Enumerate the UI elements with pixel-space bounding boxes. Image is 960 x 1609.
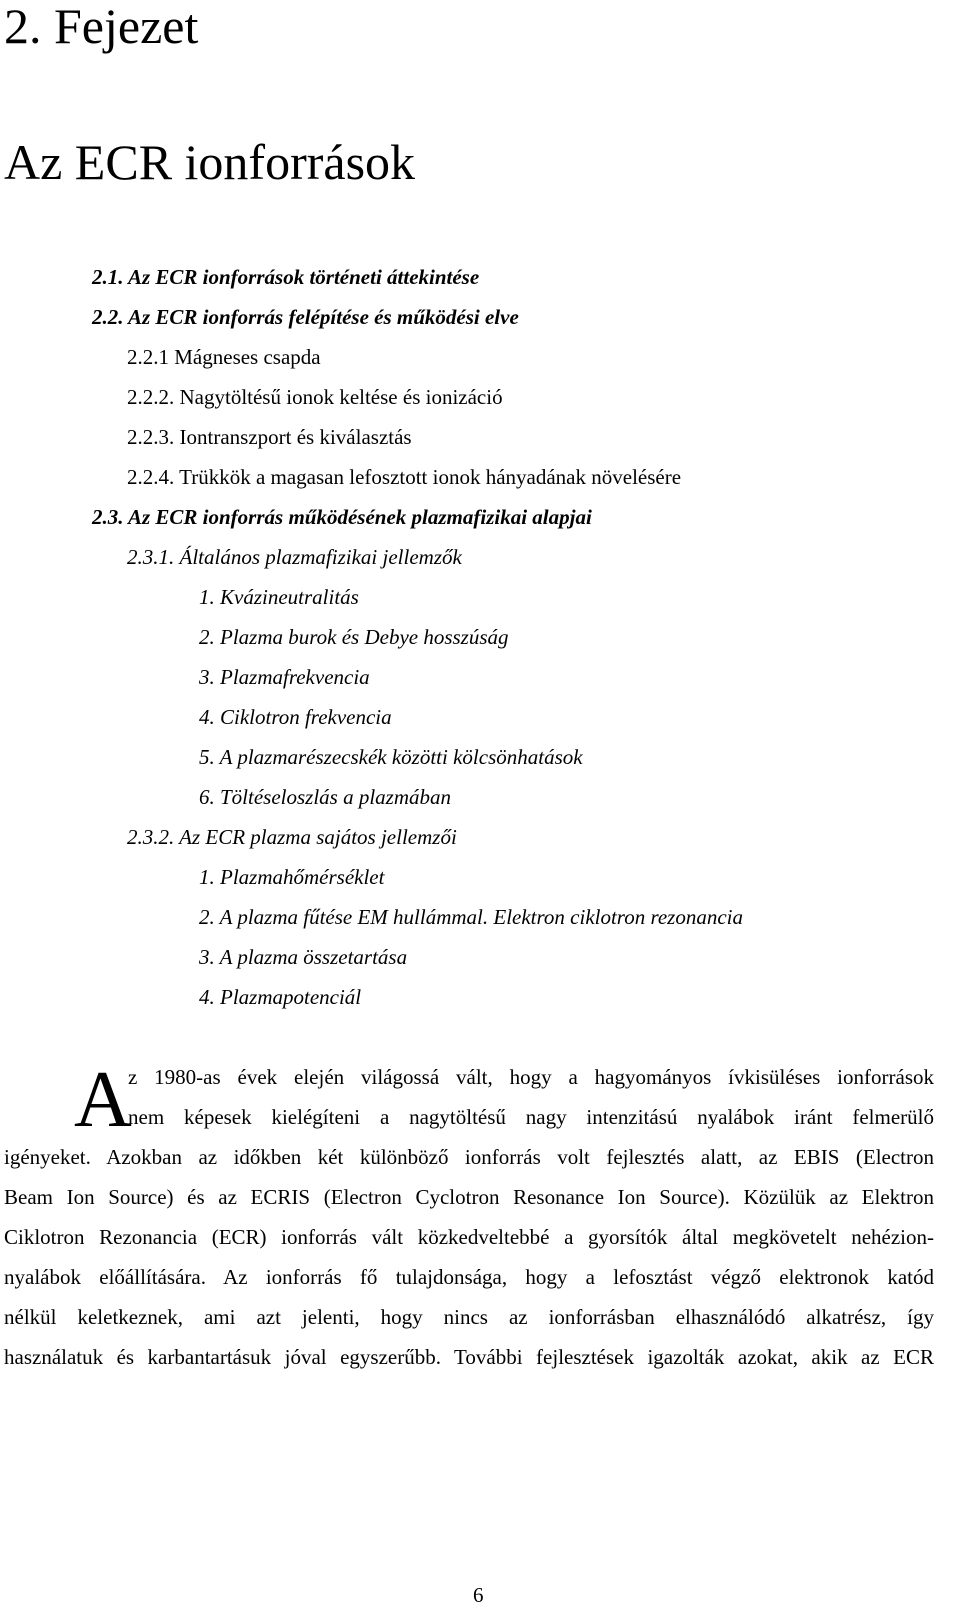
- toc-item-2-3-1: 2.3.1. Általános plazmafizikai jellemzők: [127, 545, 462, 569]
- toc-subitem-4: 4. Ciklotron frekvencia: [199, 705, 392, 729]
- toc-item-2-3-2: 2.3.2. Az ECR plazma sajátos jellemzői: [127, 825, 457, 849]
- page-number: 6: [473, 1583, 484, 1607]
- body-line-1: z 1980-as évek elején világossá vált, hogy a hagyományos ívkisüléses ionforrások: [128, 1065, 934, 1089]
- toc-subitem-4b: 4. Plazmapotenciál: [199, 985, 362, 1009]
- drop-cap: A: [74, 1056, 132, 1144]
- toc-subitem-1b: 1. Plazmahőmérséklet: [199, 865, 385, 889]
- toc-item-2-3: 2.3. Az ECR ionforrás működésének plazmafizikai alapjai: [92, 505, 592, 529]
- toc-subitem-3: 3. Plazmafrekvencia: [199, 665, 370, 689]
- body-line-5: Ciklotron Rezonancia (ECR) ionforrás vált közkedveltebbé a gyorsítók által megkövetelt nehézion-: [4, 1225, 934, 1249]
- toc-subitem-5: 5. A plazmarészecskék közötti kölcsönhatások: [199, 745, 583, 769]
- body-line-4: Beam Ion Source) és az ECRIS (Electron Cyclotron Resonance Ion Source). Közülük az Elektron: [4, 1185, 934, 1209]
- chapter-title: Az ECR ionforrások: [4, 134, 416, 190]
- toc-item-2-2: 2.2. Az ECR ionforrás felépítése és működési elve: [92, 305, 519, 329]
- body-line-2: nem képesek kielégíteni a nagytöltésű nagy intenzitású nyalábok iránt felmerülő: [128, 1105, 934, 1129]
- toc-subitem-6: 6. Töltéseloszlás a plazmában: [199, 785, 452, 809]
- toc-item-2-2-2: 2.2.2. Nagytöltésű ionok keltése és ionizáció: [127, 385, 503, 409]
- body-line-8: használatuk és karbantartásuk jóval egyszerűbb. További fejlesztések igazolták azokat, akik az ECR: [4, 1345, 934, 1369]
- toc-subitem-3b: 3. A plazma összetartása: [199, 945, 408, 969]
- toc-subitem-2: 2. Plazma burok és Debye hosszúság: [199, 625, 509, 649]
- toc-item-2-2-3: 2.2.3. Iontranszport és kiválasztás: [127, 425, 412, 449]
- chapter-label: 2. Fejezet: [4, 0, 199, 54]
- toc-item-2-1: 2.1. Az ECR ionforrások történeti áttekintése: [92, 265, 480, 289]
- toc-item-2-2-1: 2.2.1 Mágneses csapda: [127, 345, 321, 369]
- body-line-7: nélkül keletkeznek, ami azt jelenti, hogy nincs az ionforrásban elhasználódó alkatrész, így: [4, 1305, 934, 1329]
- toc-subitem-1: 1. Kvázineutralitás: [199, 585, 359, 609]
- body-line-6: nyalábok előállítására. Az ionforrás fő tulajdonsága, hogy a lefosztást végző elektronok katód: [4, 1265, 934, 1289]
- body-line-3: igényeket. Azokban az időkben két különböző ionforrás volt fejlesztés alatt, az EBIS (Electron: [4, 1145, 934, 1169]
- toc-subitem-2b: 2. A plazma fűtése EM hullámmal. Elektron ciklotron rezonancia: [199, 905, 743, 929]
- toc-item-2-2-4: 2.2.4. Trükkök a magasan lefosztott ionok hányadának növelésére: [127, 465, 682, 489]
